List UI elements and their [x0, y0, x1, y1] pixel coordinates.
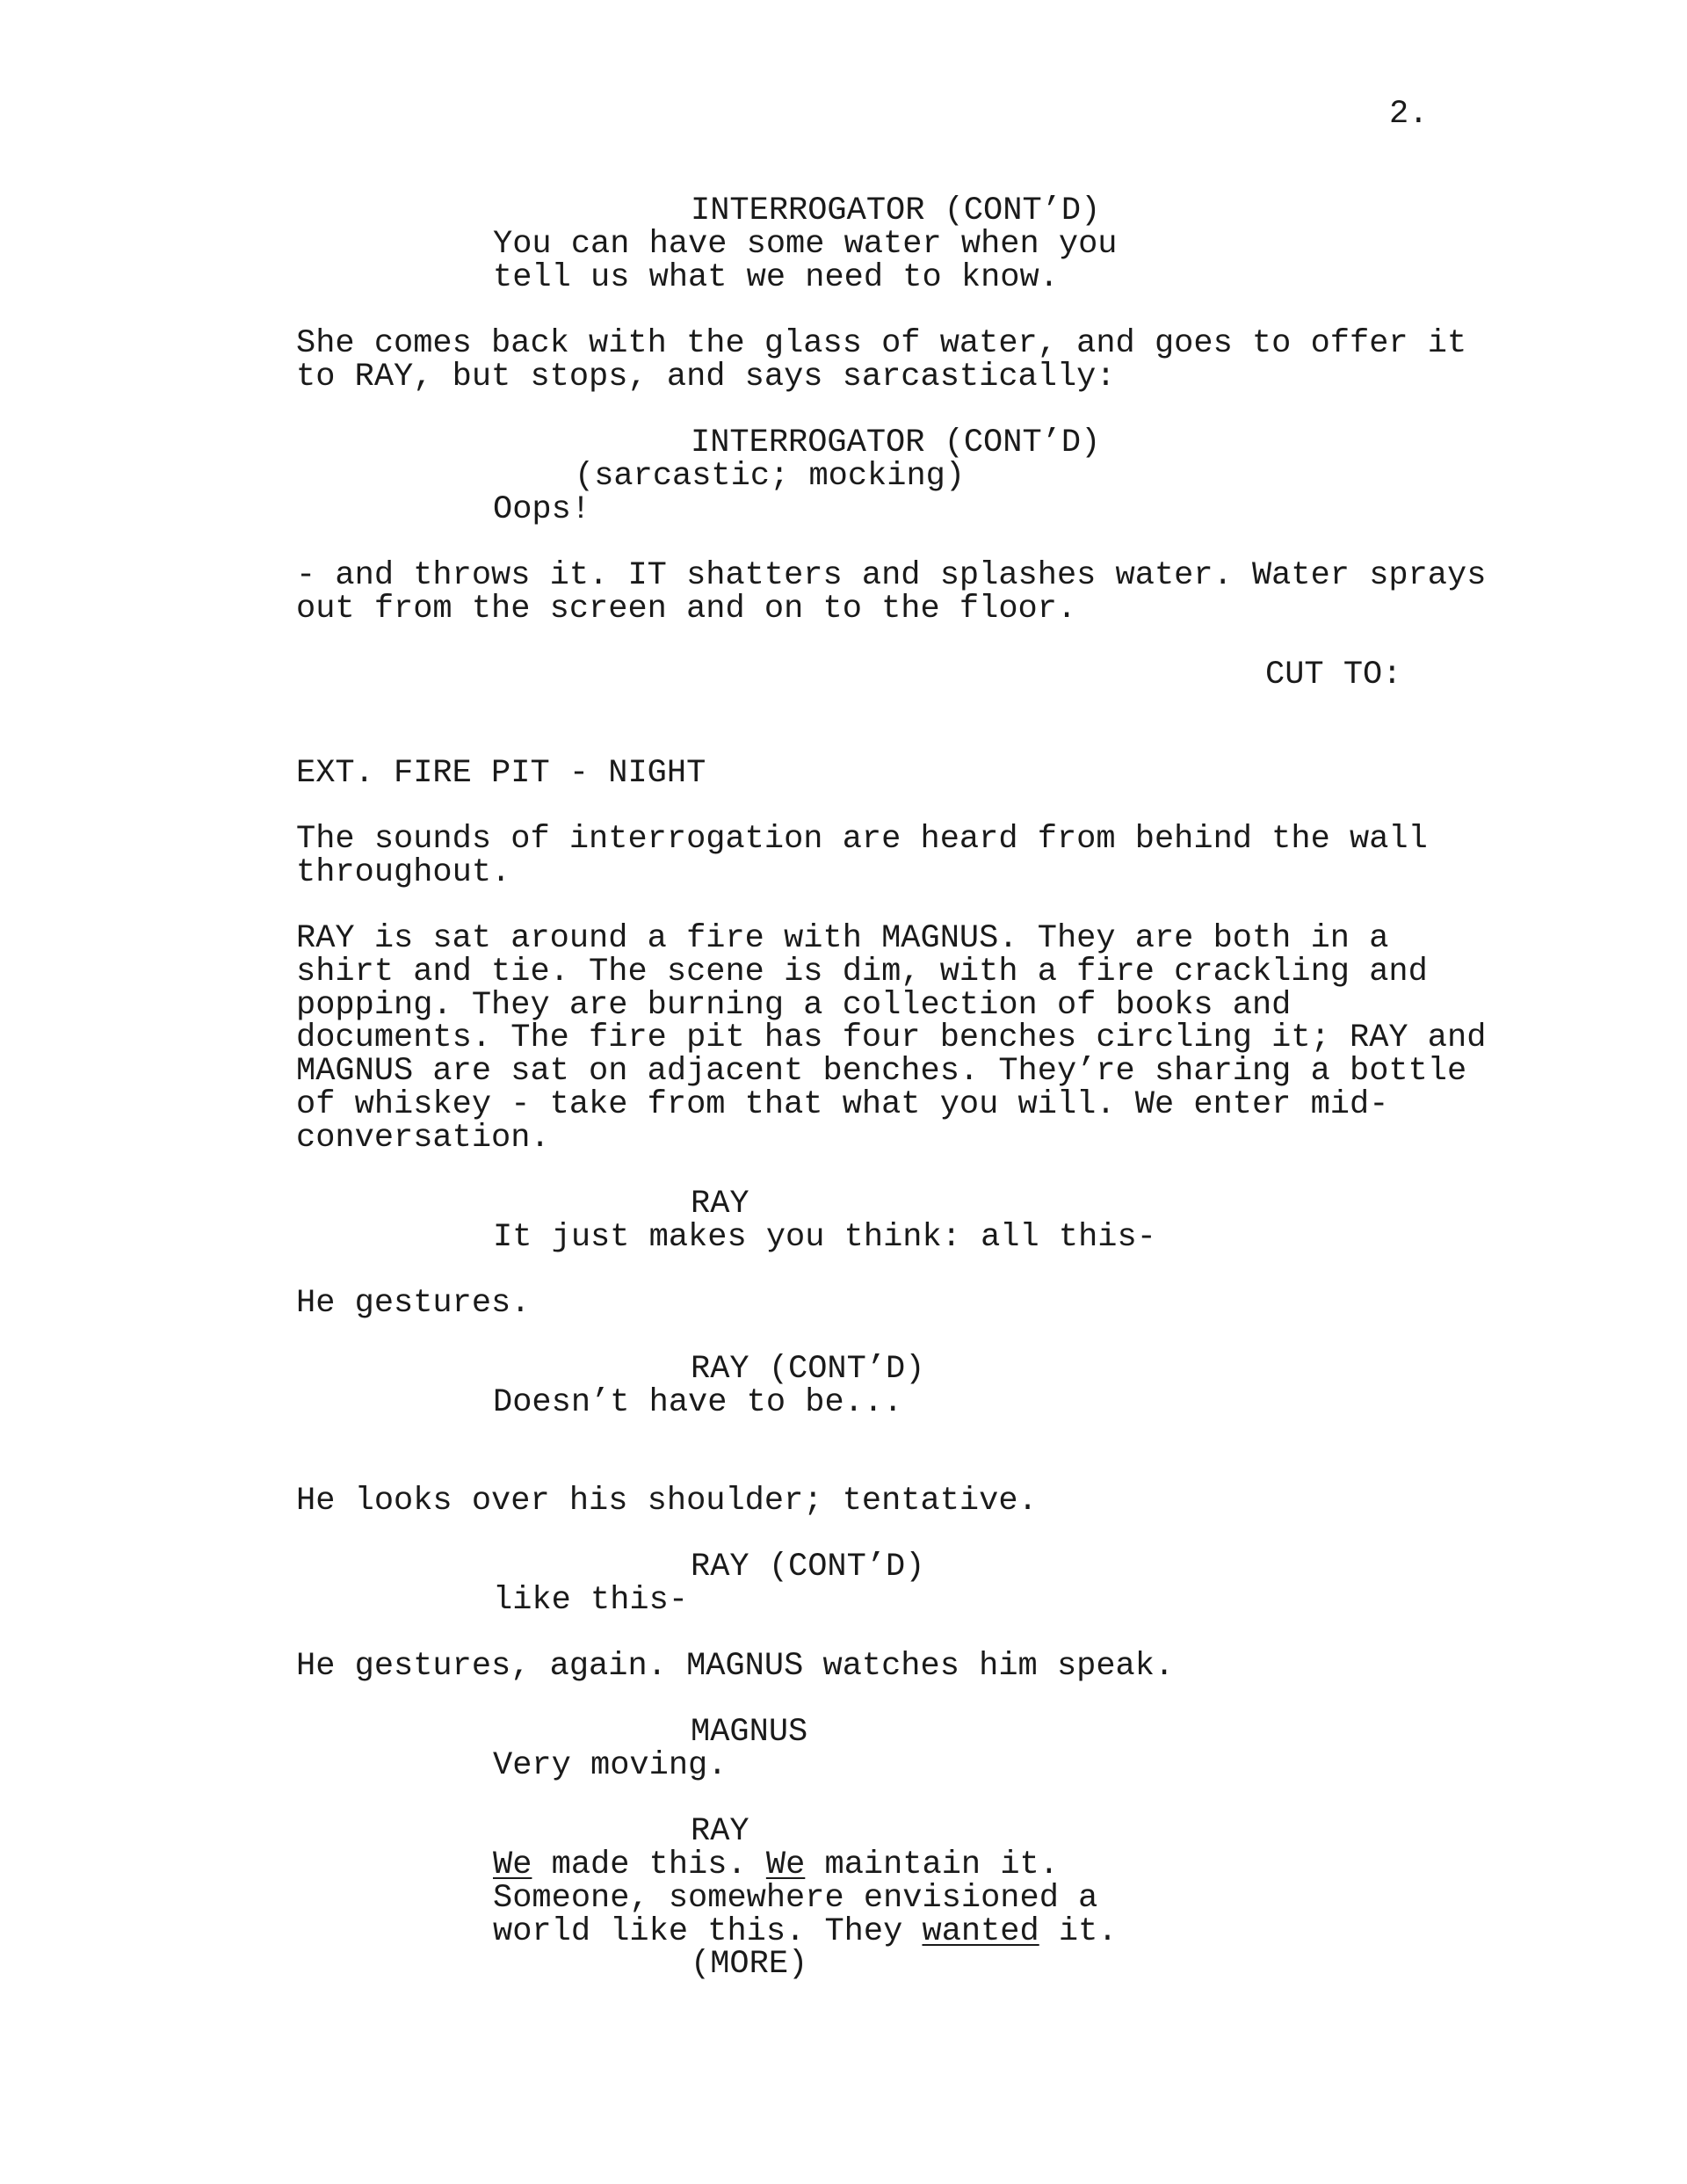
action-line: He gestures.: [296, 1285, 531, 1322]
action-line: EXT. FIRE PIT - NIGHT: [296, 755, 706, 792]
dialogue-line: It just makes you think: all this-: [493, 1219, 1156, 1256]
action-line: shirt and tie. The scene is dim, with a fire crackling and: [296, 954, 1428, 990]
emphasis: wanted: [922, 1913, 1039, 1950]
dialogue-line: tell us what we need to know.: [493, 259, 1059, 296]
dialogue-line: Doesn’t have to be...: [493, 1384, 903, 1421]
dialogue-text: maintain it.: [805, 1847, 1059, 1883]
dialogue-line: Someone, somewhere envisioned a: [493, 1880, 1098, 1917]
dialogue-text: it.: [1039, 1913, 1118, 1950]
more-marker: (MORE): [691, 1946, 808, 1983]
dialogue-line: You can have some water when you: [493, 226, 1118, 263]
character-name: RAY (CONT’D): [691, 1351, 925, 1388]
character-name: RAY: [691, 1813, 749, 1850]
action-line: documents. The fire pit has four benches circling it; RAY and: [296, 1019, 1487, 1056]
action-line: - and throws it. IT shatters and splashes water. Water sprays: [296, 557, 1487, 594]
dialogue-line: Oops!: [493, 491, 591, 528]
transition: CUT TO:: [1265, 657, 1402, 693]
dialogue-line: like this-: [493, 1582, 689, 1619]
dialogue-line: [493, 1913, 1118, 1950]
action-line: She comes back with the glass of water, and goes to offer it: [296, 325, 1467, 362]
action-line: conversation.: [296, 1120, 550, 1157]
character-name: INTERROGATOR (CONT’D): [691, 424, 1101, 461]
emphasis: We: [493, 1847, 532, 1883]
character-name: MAGNUS: [691, 1714, 808, 1751]
action-line: RAY is sat around a fire with MAGNUS. They are both in a: [296, 920, 1389, 957]
action-line: He looks over his shoulder; tentative.: [296, 1483, 1038, 1520]
action-line: He gestures, again. MAGNUS watches him speak.: [296, 1648, 1175, 1685]
character-name: RAY (CONT’D): [691, 1549, 925, 1585]
action-line: out from the screen and on to the floor.: [296, 591, 1077, 628]
dialogue-line: Very moving.: [493, 1747, 728, 1784]
parenthetical: (sarcastic; mocking): [575, 458, 966, 495]
character-name: RAY: [691, 1186, 749, 1223]
emphasis: We: [765, 1847, 806, 1883]
character-name: INTERROGATOR (CONT’D): [691, 192, 1101, 229]
dialogue-text: world like this. They: [493, 1913, 923, 1950]
action-line: popping. They are burning a collection of books and: [296, 987, 1292, 1024]
action-line: throughout.: [296, 854, 511, 891]
dialogue-line: [493, 1849, 1059, 1883]
dialogue-text: made this.: [532, 1847, 766, 1883]
action-line: to RAY, but stops, and says sarcastically:: [296, 359, 1116, 395]
action-line: of whiskey - take from that what you will. We enter mid-: [296, 1086, 1389, 1123]
action-line: MAGNUS are sat on adjacent benches. They’re sharing a bottle: [296, 1053, 1467, 1090]
action-line: The sounds of interrogation are heard from behind the wall: [296, 821, 1428, 858]
page-number: 2.: [1389, 96, 1429, 133]
